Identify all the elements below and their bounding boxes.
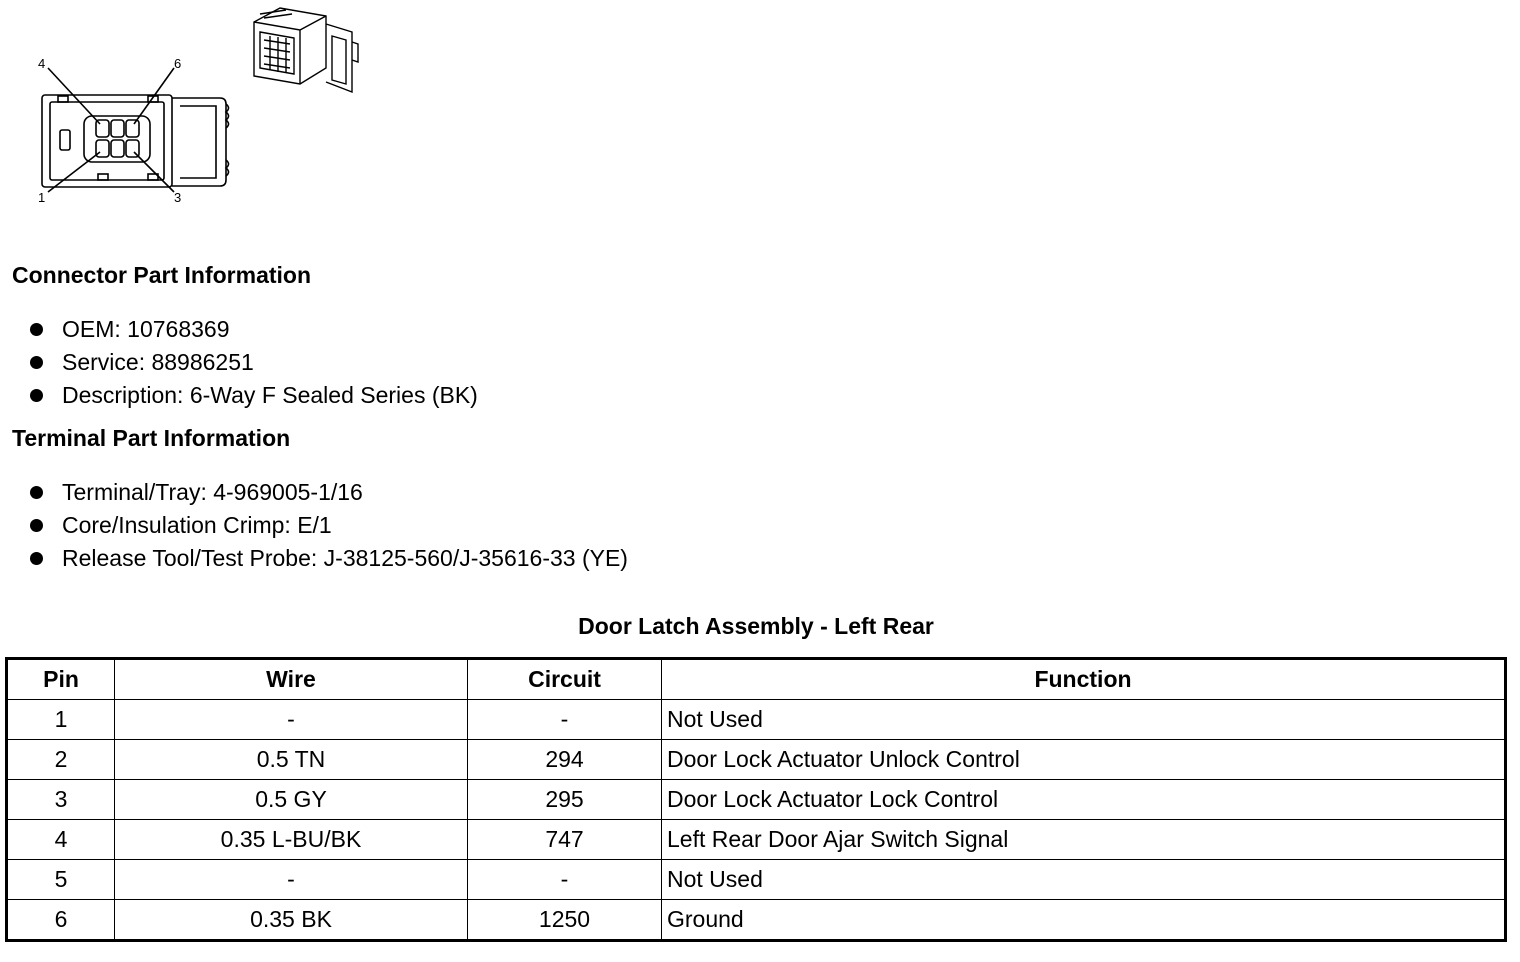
cell-circuit: 294 <box>468 740 662 780</box>
pin-label-6: 6 <box>174 56 182 71</box>
list-item <box>28 511 628 544</box>
connector-part-info-heading: Connector Part Information <box>12 262 312 288</box>
list-item <box>28 544 628 577</box>
table-row <box>7 860 1506 900</box>
connector-service: Service: 88986251 <box>62 349 254 375</box>
bullet-icon <box>30 486 43 499</box>
table-row <box>7 780 1506 820</box>
cell-circuit: 295 <box>468 780 662 820</box>
pin-label-1: 1 <box>38 190 46 205</box>
connector-oem: OEM: 10768369 <box>62 316 230 342</box>
cell-function: Ground <box>662 900 1506 941</box>
pin-label-3: 3 <box>174 190 182 205</box>
pin-label-4: 4 <box>38 56 46 71</box>
cell-wire: 0.35 BK <box>115 900 468 941</box>
table-row <box>7 700 1506 740</box>
bullet-icon <box>30 519 43 532</box>
bullet-icon <box>30 389 43 402</box>
cell-pin: 5 <box>7 860 115 900</box>
cell-pin: 2 <box>7 740 115 780</box>
cell-wire: 0.5 GY <box>115 780 468 820</box>
table-row <box>7 900 1506 941</box>
connector-part-info-list <box>28 315 478 414</box>
cell-wire: 0.35 L-BU/BK <box>115 820 468 860</box>
terminal-part-info-list <box>28 478 628 577</box>
table-title: Door Latch Assembly - Left Rear <box>578 613 934 639</box>
cell-circuit: 1250 <box>468 900 662 941</box>
header-pin: Pin <box>7 659 115 700</box>
cell-pin: 6 <box>7 900 115 941</box>
header-function: Function <box>662 659 1506 700</box>
list-item <box>28 315 478 348</box>
list-item <box>28 381 478 414</box>
table-row <box>7 820 1506 860</box>
cell-pin: 1 <box>7 700 115 740</box>
cell-circuit: - <box>468 860 662 900</box>
list-item <box>28 348 478 381</box>
header-wire: Wire <box>115 659 468 700</box>
bullet-icon <box>30 552 43 565</box>
table-row <box>7 740 1506 780</box>
bullet-icon <box>30 356 43 369</box>
header-circuit: Circuit <box>468 659 662 700</box>
cell-function: Door Lock Actuator Unlock Control <box>662 740 1506 780</box>
cell-pin: 3 <box>7 780 115 820</box>
cell-pin: 4 <box>7 820 115 860</box>
terminal-release-tool: Release Tool/Test Probe: J-38125-560/J-35616-33 (YE) <box>62 545 628 571</box>
cell-function: Not Used <box>662 700 1506 740</box>
connector-description: Description: 6-Way F Sealed Series (BK) <box>62 382 478 408</box>
cell-circuit: - <box>468 700 662 740</box>
bullet-icon <box>30 323 43 336</box>
terminal-part-info-heading: Terminal Part Information <box>12 425 291 451</box>
terminal-crimp: Core/Insulation Crimp: E/1 <box>62 512 332 538</box>
cell-circuit: 747 <box>468 820 662 860</box>
cell-wire: - <box>115 860 468 900</box>
table-header-row <box>7 659 1506 700</box>
connector-isometric-illustration <box>240 2 365 102</box>
cell-wire: - <box>115 700 468 740</box>
pinout-table <box>5 657 1507 942</box>
cell-function: Not Used <box>662 860 1506 900</box>
connector-face-diagram <box>30 40 250 215</box>
list-item <box>28 478 628 511</box>
cell-function: Left Rear Door Ajar Switch Signal <box>662 820 1506 860</box>
cell-function: Door Lock Actuator Lock Control <box>662 780 1506 820</box>
cell-wire: 0.5 TN <box>115 740 468 780</box>
terminal-tray: Terminal/Tray: 4-969005-1/16 <box>62 479 363 505</box>
